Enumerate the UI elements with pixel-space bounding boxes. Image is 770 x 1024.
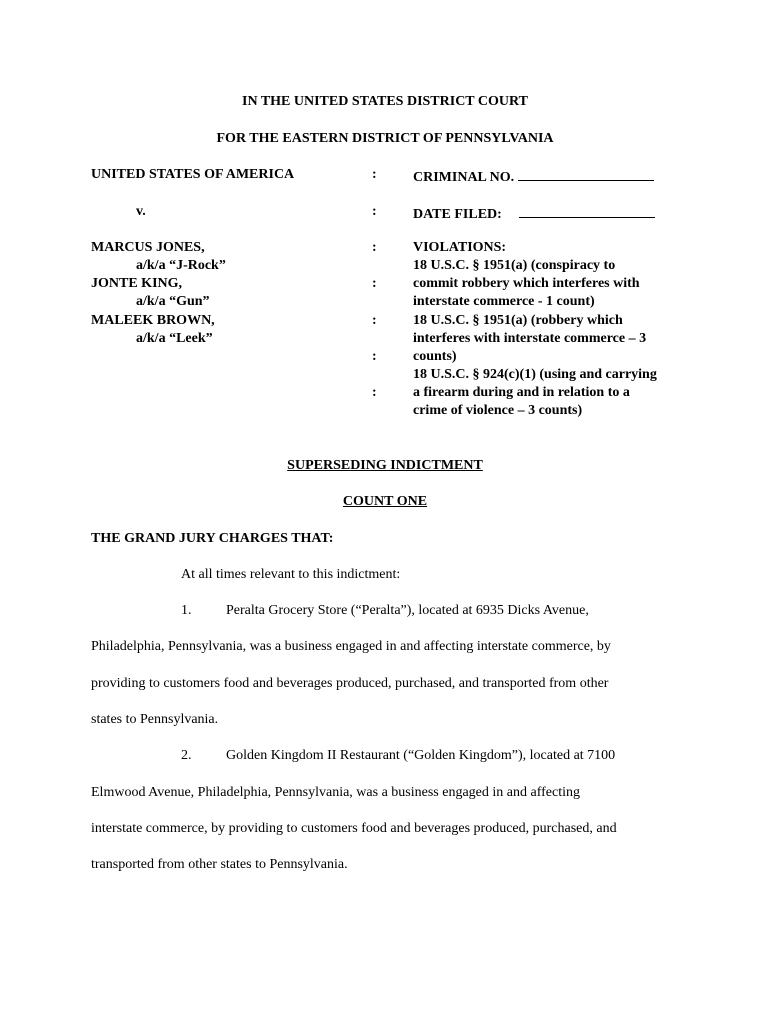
paragraph-line: transported from other states to Pennsylvania. [91,857,348,872]
defendant-name: MARCUS JONES, [91,240,205,255]
violation-line: crime of violence – 3 counts) [413,403,583,418]
criminal-no-label: CRIMINAL NO. [413,170,515,185]
grand-jury-heading: THE GRAND JURY CHARGES THAT: [91,531,334,546]
intro-text: At all times relevant to this indictment: [181,567,401,582]
caption-colon: : [372,349,377,364]
paragraph-number: 2. [181,748,192,763]
criminal-no [413,166,654,187]
paragraph-line: interstate commerce, by providing to customers food and beverages produced, purchased, and [91,821,617,836]
violation-line: interferes with interstate commerce – 3 [413,331,647,346]
caption-colon: : [372,167,377,182]
defendant-alias: a/k/a “Gun” [136,294,210,309]
defendant-name: JONTE KING, [91,276,183,291]
caption-colon: : [372,385,377,400]
caption-colon: : [372,240,377,255]
caption-colon: : [372,204,377,219]
caption-colon: : [372,313,377,328]
versus: v. [136,204,146,219]
court-name: IN THE UNITED STATES DISTRICT COURT [242,94,528,109]
violation-line: 18 U.S.C. § 1951(a) (robbery which [413,313,623,328]
defendant-alias: a/k/a “Leek” [136,331,213,346]
indictment-title: SUPERSEDING INDICTMENT [287,458,483,473]
paragraph-line: Golden Kingdom II Restaurant (“Golden Kingdom”), located at 7100 [226,748,616,763]
court-district: FOR THE EASTERN DISTRICT OF PENNSYLVANIA [216,131,554,146]
violation-line: 18 U.S.C. § 1951(a) (conspiracy to [413,258,616,273]
criminal-no-blank [518,166,654,181]
violation-line: a firearm during and in relation to a [413,385,630,400]
paragraph-line: Philadelphia, Pennsylvania, was a business engaged in and affecting interstate commerce, by [91,639,611,654]
paragraph-line: Peralta Grocery Store (“Peralta”), located at 6935 Dicks Avenue, [226,603,589,618]
paragraph-number: 1. [181,603,192,618]
date-filed [413,203,655,224]
count-title: COUNT ONE [342,494,428,509]
violation-line: interstate commerce - 1 count) [413,294,595,309]
date-filed-label: DATE FILED: [413,207,502,222]
paragraph-line: Elmwood Avenue, Philadelphia, Pennsylvania, was a business engaged in and affecting [91,785,580,800]
violation-line: counts) [413,349,457,364]
defendant-alias: a/k/a “J-Rock” [136,258,226,273]
violation-line: 18 U.S.C. § 924(c)(1) (using and carrying [413,367,657,382]
violations-label: VIOLATIONS: [413,240,507,255]
paragraph-line: providing to customers food and beverages produced, purchased, and transported from other [91,676,609,691]
defendant-name: MALEEK BROWN, [91,313,215,328]
caption-colon: : [372,276,377,291]
paragraph-line: states to Pennsylvania. [91,712,219,727]
date-filed-blank [519,203,655,218]
plaintiff-name: UNITED STATES OF AMERICA [91,167,295,182]
violation-line: commit robbery which interferes with [413,276,640,291]
